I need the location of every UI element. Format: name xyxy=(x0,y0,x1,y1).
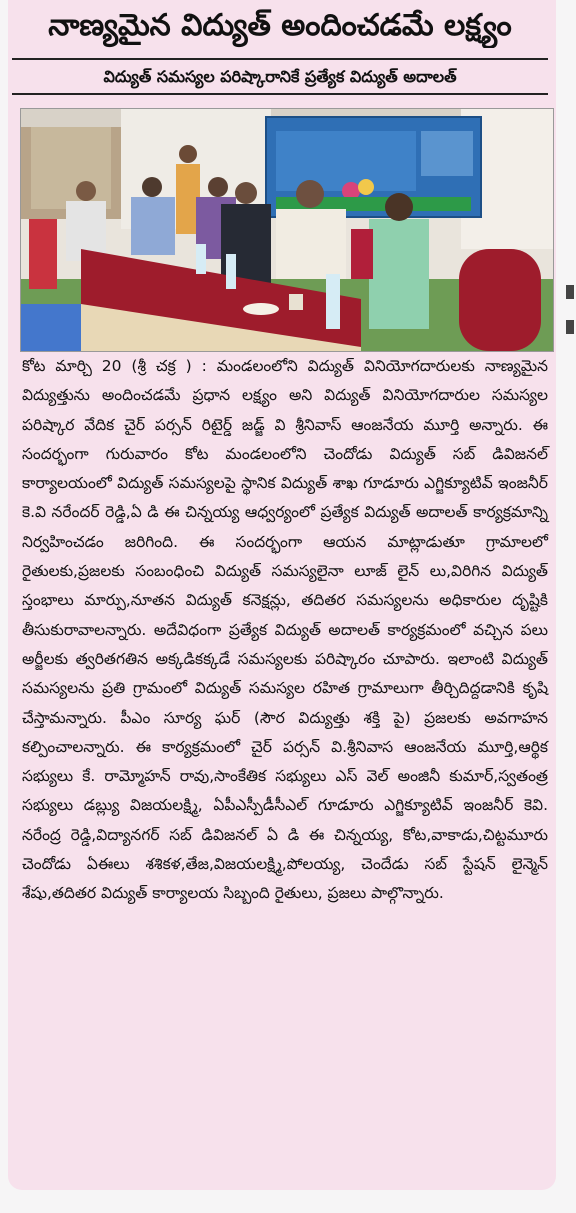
article-body-text: కోట మార్చి 20 (శ్రీ చక్ర ) : మండలంలోని విద్యుత్ వినియోగదారులకు నాణ్యమైన విద్యుత్తును అందించడమే ప్రధాన లక్ష్యం అని విద్యుత్ వినియోగదారుల సమస్యల పరిష్కార వేదిక చైర్ పర్సన్ రిటైర్డ్ జడ్జ్ వి శ్రీనివాస్ ఆంజనేయ మూర్తి అన్నారు. ఈ సందర్భంగా గురువారం కోట మండలంలోని చెందోడు విద్యుత్ సబ్ డివిజనల్ కార్యాలయంలో విద్యుత్ సమస్యలపై స్థానిక విద్యుత్ శాఖ గూడూరు ఎగ్జిక్యూటివ్ ఇంజనీర్ కె.వి నరేందర్ రెడ్డి,ఏ డి ఈ చిన్నయ్య ఆధ్వర్యంలో ప్రత్యేక విద్యుత్ అదాలత్ కార్యక్రమాన్ని నిర్వహించడం జరిగింది. ఈ సందర్భంగా ఆయన మాట్లాడుతూ గ్రామాలలో రైతులకు,ప్రజలకు సంబంధించి విద్యుత్ సమస్యలైనా లూజ్ లైన్ లు,విరిగిన విద్యుత్ స్తంభాలు మార్పు,నూతన విద్యుత్ కనెక్షన్లు, తదితర సమస్యలను అధికారుల దృష్టికి తీసుకురావాలన్నారు. అదేవిధంగా ప్రత్యేక విద్యుత్ అదాలత్ కార్యక్రమంలో వచ్చిన పలు అర్జీలకు త్వరితగతిన అక్కడికక్కడే సమస్యలకు పరిష్కారం చూపారు. ఇలాంటి విద్యుత్ సమస్యలను ప్రతి గ్రామంలో విద్యుత్ సమస్యల రహిత గ్రామాలుగా తీర్చిదిద్దడానికి కృషి చేస్తామన్నారు. పీఎం సూర్య ఘర్ (సౌర విద్యుత్తు శక్తి పై) ప్రజలకు అవగాహన కల్పించాలన్నారు. ఈ కార్యక్రమంలో చైర్ పర్సన్ వి.శ్రీనివాస ఆంజనేయ మూర్తి,ఆర్థిక సభ్యులు కే. రామ్మోహన్ రావు,సాంకేతిక సభ్యులు ఎస్ వెల్ అంజినీ కుమార్,స్వతంత్ర సభ్యులు డబ్ల్యు విజయలక్ష్మి, ఏపీఎస్పీడీసీఎల్ గూడూరు ఎగ్జిక్యూటివ్ ఇంజనీర్ కెవి. నరేంద్ర రెడ్డి,విద్యానగర్ సబ్ డివిజనల్ ఏ డి ఈ చిన్నయ్య, కోట,వాకాడు,చిట్టమూరు చెందోడు ఏఈలు శశికళ,తేజ,విజయలక్ష్మి,పోలయ్య, చెందేడు సబ్ స్టేషన్ లైన్మెన్ శేషు,తదితర విద్యుత్ కార్యాలయ సిబ్బంది రైతులు, ప్రజలు పాల్గొన్నారు. xyxy=(22,357,548,903)
article-subheadline: విద్యుత్ సమస్యల పరిష్కారానికే ప్రత్యేక విద్యుత్ అదాలత్ xyxy=(103,67,457,86)
headline-divider-top xyxy=(12,58,548,60)
edge-mark xyxy=(566,285,574,299)
headline-divider-bottom xyxy=(12,93,548,95)
article-headline: నాణ్యమైన విద్యుత్ అందించడమే లక్ష్యం xyxy=(48,8,512,43)
article-body xyxy=(22,352,548,909)
banner xyxy=(266,117,481,217)
event-photo xyxy=(20,108,554,352)
edge-mark xyxy=(566,320,574,334)
